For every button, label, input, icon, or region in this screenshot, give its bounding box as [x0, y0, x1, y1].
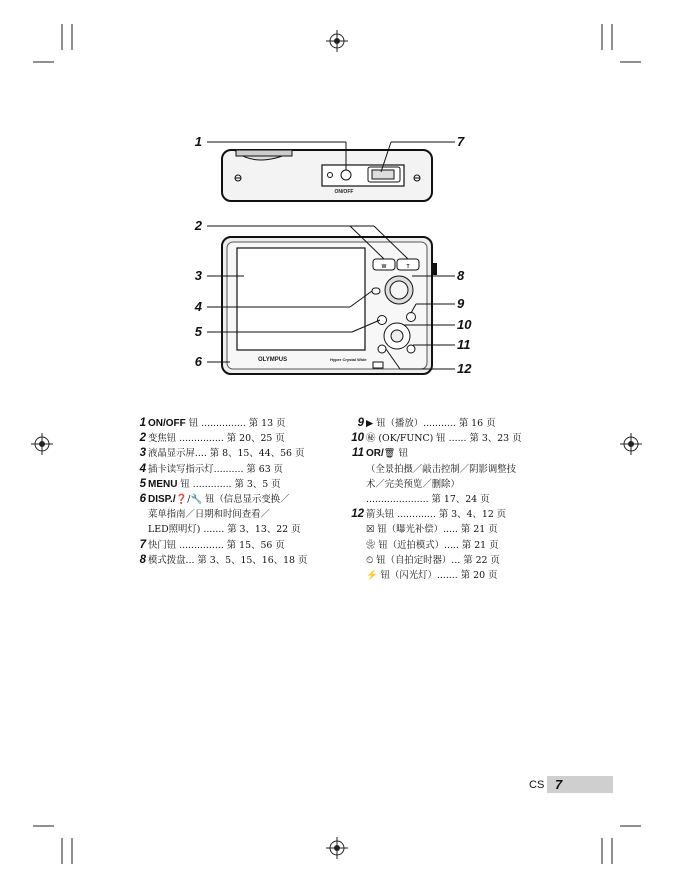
legend-text: [366, 522, 498, 537]
camera-back-view: [222, 237, 437, 374]
legend-description: LED照明灯) ....... 第 3、13、22 页: [148, 524, 301, 536]
legend-row: [122, 553, 332, 568]
legend-text: [366, 568, 497, 583]
legend-description: ❓/🔧 钮（信息显示变换／: [175, 493, 290, 505]
legend-number: 1: [139, 417, 146, 429]
callout-11: 11: [457, 337, 471, 352]
legend-row: [340, 522, 555, 537]
legend-left: [122, 416, 332, 568]
legend-text: [366, 477, 460, 492]
legend-button-name: OR/: [366, 448, 384, 460]
legend-description: 插卡读写指示灯.......... 第 63 页: [148, 463, 284, 475]
page-number-tab: [547, 776, 613, 793]
legend-number: 4: [139, 462, 146, 475]
legend-number: 11: [352, 447, 364, 460]
legend-number: 10: [351, 432, 364, 445]
legend-number: 9: [357, 417, 364, 429]
page-number: 7: [555, 777, 563, 792]
legend-button-name: MENU: [148, 478, 178, 490]
legend-number: 12: [351, 508, 364, 521]
legend-description: 菜单指南／日期和时间查看／: [148, 509, 270, 521]
camera-label-zoom-t: T: [406, 264, 410, 270]
legend-button-name: DISP./: [148, 493, 176, 505]
legend-row: [340, 492, 555, 507]
legend-description: 液晶显示屏.... 第 8、15、44、56 页: [148, 448, 305, 460]
legend-number: 5: [139, 477, 146, 490]
playback-button-icon: [407, 313, 416, 322]
language-code: CS: [529, 779, 545, 791]
legend-description: 🗑 钮: [383, 448, 409, 460]
camera-label-sub-brand: Hyper Crystal Wide: [330, 357, 367, 362]
legend-row: [122, 477, 332, 492]
camera-label-zoom-w: W: [381, 264, 387, 270]
legend-row: [122, 462, 332, 477]
callout-8: 8: [457, 268, 465, 283]
legend-description: 钮 ............. 第 3、5 页: [177, 478, 281, 490]
legend-text: [148, 492, 289, 507]
legend-text: [148, 522, 300, 537]
legend-description: 术／完美预览／删除）: [366, 478, 460, 490]
legend-text: [148, 507, 270, 522]
legend-description: 变焦钮 ............... 第 20、25 页: [148, 433, 285, 445]
legend-description: ☒ 钮（曝光补偿）..... 第 21 页: [366, 524, 498, 536]
legend-description: ..................... 第 17、24 页: [366, 493, 490, 505]
legend-text: [148, 553, 307, 568]
callout-1: 1: [194, 134, 202, 149]
legend-description: 快门钮 ............... 第 15、56 页: [148, 539, 285, 551]
legend-text: [366, 492, 490, 507]
legend-number: 6: [139, 492, 146, 505]
callout-9: 9: [457, 296, 465, 311]
legend-description: （全景拍摄／敲击控制／阴影调整技: [366, 463, 517, 475]
legend-description: ❀ 钮（近拍模式）..... 第 21 页: [366, 539, 499, 551]
legend-row: [340, 553, 555, 568]
power-button-icon: [341, 170, 351, 180]
shutter-button-icon: [372, 170, 394, 179]
legend-text: [366, 462, 516, 477]
callout-4: 4: [194, 299, 202, 314]
camera-label-onoff-label: ON/OFF: [334, 189, 354, 195]
legend-text: [148, 431, 285, 446]
legend-row: [122, 431, 332, 446]
legend-description: ▶ 钮（播放）........... 第 16 页: [366, 418, 496, 429]
camera-top-view: [222, 150, 432, 201]
legend-text: [148, 538, 285, 553]
legend-row: [340, 462, 555, 477]
legend-row: [340, 477, 555, 492]
disp-button-icon: [378, 345, 386, 353]
legend-row: [122, 492, 332, 507]
legend-row: [340, 431, 555, 446]
legend-text: [366, 431, 521, 446]
legend-row: [340, 538, 555, 553]
legend-number: 2: [139, 432, 146, 445]
lcd-monitor: [237, 248, 365, 350]
legend-number: 3: [139, 447, 146, 460]
legend-description: ⚡ 钮（闪光灯）....... 第 20 页: [366, 569, 498, 581]
legend-text: [366, 538, 499, 553]
legend-row: [122, 507, 332, 522]
callout-5: 5: [194, 324, 202, 339]
callout-6: 6: [194, 354, 202, 369]
legend-description: 钮 ............... 第 13 页: [185, 418, 286, 429]
legend-text: [366, 446, 408, 461]
legend-text: [148, 446, 304, 461]
legend-description: ㊙ (OK/FUNC) 钮 ...... 第 3、23 页: [366, 433, 522, 445]
legend-number: 7: [139, 538, 146, 551]
legend-text: [366, 416, 495, 431]
callout-12: 12: [457, 361, 472, 376]
legend-right: [340, 416, 555, 583]
callout-7: 7: [457, 134, 465, 149]
callout-2: 2: [194, 218, 202, 233]
legend-row: [340, 568, 555, 583]
legend-description: 箭头钮 ............. 第 3、4、12 页: [366, 509, 507, 521]
legend-row: [122, 538, 332, 553]
legend-description: ⏲ 钮（自拍定时器）... 第 22 页: [366, 554, 500, 566]
legend-text: [148, 477, 281, 492]
legend-row: [122, 522, 332, 537]
legend-row: [122, 446, 332, 461]
card-access-lamp: [372, 288, 380, 294]
camera-label-brand: OLYMPUS: [258, 357, 288, 363]
ok-button-icon: [391, 330, 403, 342]
legend-text: [148, 416, 285, 431]
legend-text: [148, 462, 283, 477]
legend-text: [366, 553, 500, 568]
legend-row: [340, 446, 555, 461]
legend-description: 模式拨盘... 第 3、5、15、16、18 页: [148, 554, 308, 566]
or-delete-button-icon: [407, 345, 415, 353]
legend-row: [340, 507, 555, 522]
legend-number: 8: [139, 553, 146, 566]
legend-row: [122, 416, 332, 431]
callout-3: 3: [194, 268, 202, 283]
legend-row: [340, 416, 555, 431]
legend-text: [366, 507, 506, 522]
legend-button-name: ON/OFF: [148, 418, 186, 429]
callout-10: 10: [457, 317, 472, 332]
